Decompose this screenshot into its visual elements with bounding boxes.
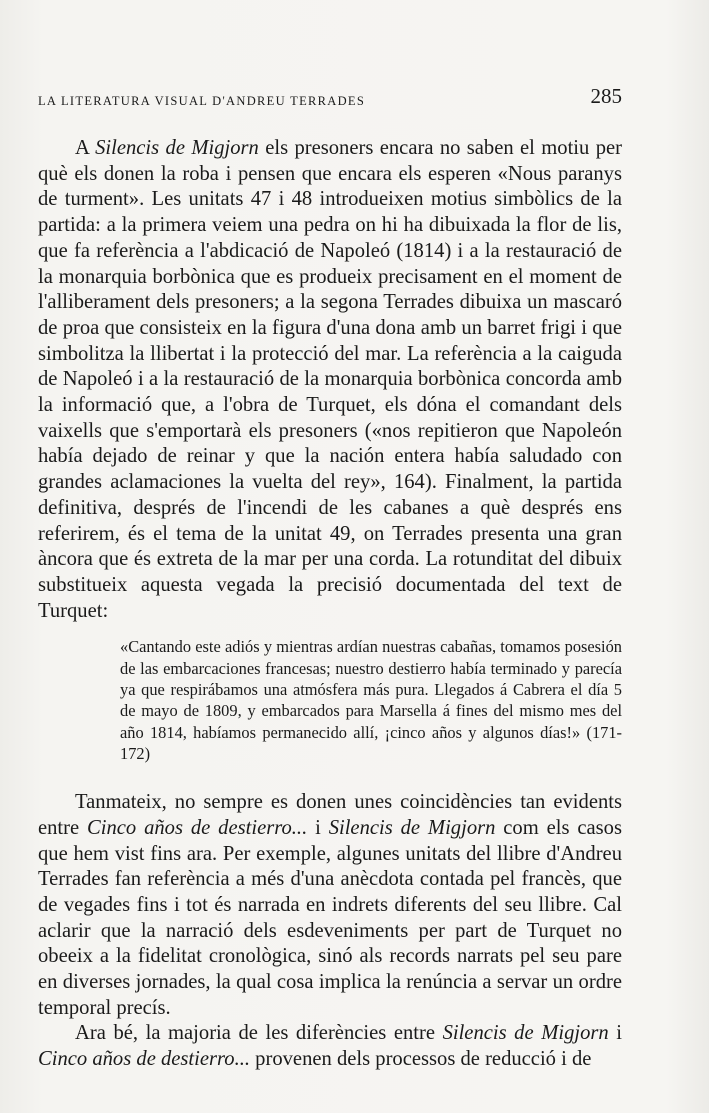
running-title: LA LITERATURA VISUAL D'ANDREU TERRADES bbox=[38, 94, 366, 108]
block-quote: «Cantando este adiós y mientras ardían nuestras cabañas, tomamos posesión de las embarcaciones francesas; nuestro destierro había terminado y parecía ya que respirábamos una atmósfera más pura. Llegados á Cabrera el día 5 de mayo de 1809, y embarcados para Marsella á fines del mismo mes del año 1814, habíamos permanecido allí, ¡cinco años y algunos días!» (171-172) bbox=[120, 637, 622, 763]
running-head bbox=[38, 84, 622, 114]
paragraph-2-text-b: i bbox=[307, 816, 329, 839]
paragraph-1 bbox=[38, 136, 622, 624]
paragraph-1-text-b: els presoners encara no saben el motiu per què els donen la roba i pensen que encara els esperen «Nous paranys de turment». Les unitats 47 i 48 introdueixen motius simbòlics de la partida: a la primera veiem una pedra on hi ha dibuixada la flor de lis, que fa referència a l'abdicació de Napoleó (1814) i a la restauració de la monarquia borbònica que es produeix precisament en el moment de l'alliberament dels presoners; a la segona Terrades dibuixa un mascaró de proa que consisteix en la figura d'una dona amb un barret frigi i que simbolitza la llibertat i la protecció del mar. La referència a la caiguda de Napoleó i a la restauració de la monarquia borbònica concorda amb la informació que, a l'obra de Turquet, els dóna el comandant dels vaixells que s'emportarà els presoners («nos repitieron que Napoleón había dejado de reinar y que la nación entera había saludado con grandes aclamaciones la vuelta del rey», 164). Finalment, la partida definitiva, després de l'incendi de les cabanes a què després ens referirem, és el tema de la unitat 49, on Terrades presenta una gran àncora que és extreta de la mar per una corda. La rotunditat del dibuix substitueix aquesta vegada la precisió documentada del text de Turquet: bbox=[38, 137, 622, 622]
paragraph-1-text-a: A bbox=[75, 137, 96, 159]
work-title-silencis: Silencis de Migjorn bbox=[442, 1022, 609, 1045]
paragraph-2-text-c: com els casos que hem vist fins ara. Per exemple, algunes unitats del llibre d'Andreu Terrades fan referència a més d'una anècdota contada pel francès, que de vegades fins i tot és narrada en indrets diferents del seu llibre. Cal aclarir que la narració dels esdeveniments per part de Turquet no obeeix a la fidelitat cronològica, sinó als records narrats pel seu pare en diverses jornades, la qual cosa implica la renúncia a servar un ordre temporal precís. bbox=[38, 816, 622, 1019]
work-title-cinco-anos: Cinco años de destierro... bbox=[87, 816, 308, 839]
paragraph-3-text-a: Ara bé, la majoria de les diferències entre bbox=[75, 1022, 443, 1045]
page-number: 285 bbox=[590, 84, 622, 108]
work-title-cinco-anos: Cinco años de destierro... bbox=[38, 1048, 251, 1071]
paragraph-2 bbox=[38, 790, 622, 1021]
paragraph-2-text-a: Tanmateix, no sempre es donen unes coincidències tan evidents entre bbox=[38, 791, 622, 839]
work-title-silencis: Silencis de Migjorn bbox=[328, 816, 496, 839]
work-title-silencis: Silencis de Migjorn bbox=[95, 137, 259, 159]
body-text bbox=[38, 136, 622, 1073]
paragraph-3 bbox=[38, 1021, 622, 1072]
paragraph-3-text-b: i bbox=[608, 1022, 622, 1045]
paragraph-3-text-c: provenen dels processos de reducció i de bbox=[250, 1048, 592, 1071]
